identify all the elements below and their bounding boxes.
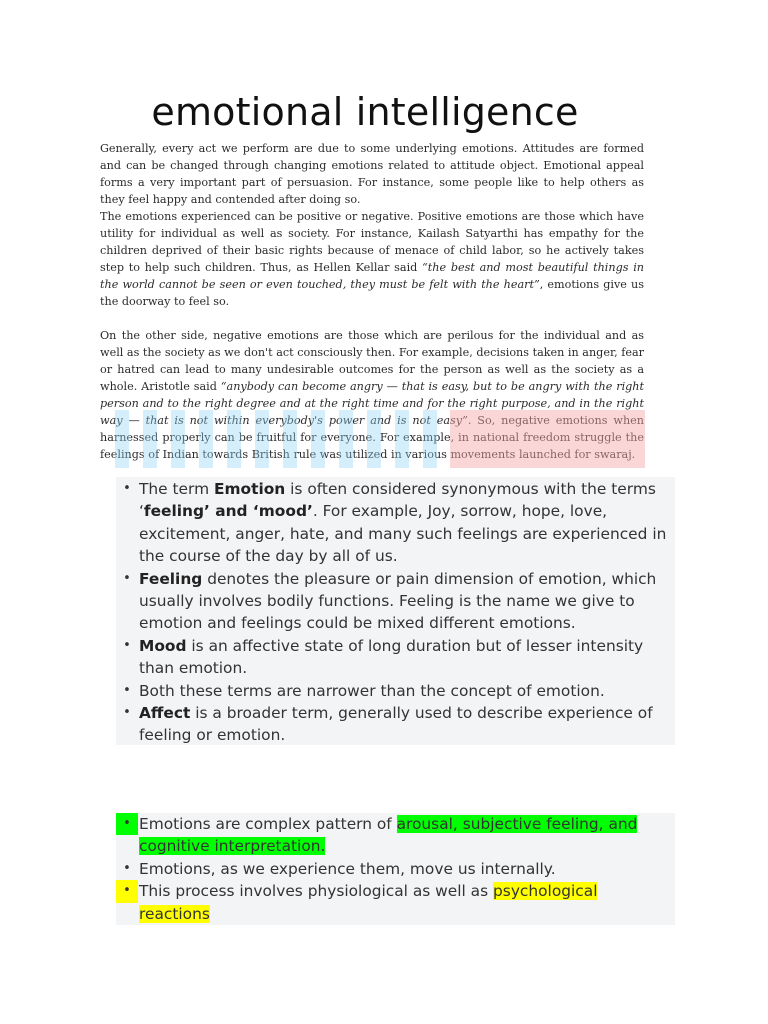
list-item-complex-pattern: • Emotions are complex pattern of arousal, subjective feeling, and cognitive interpretation. [116, 813, 675, 858]
bullet-icon: • [123, 570, 131, 586]
definitions-box [116, 477, 675, 745]
emotions-notes-box [116, 813, 675, 925]
list-item-narrower: • Both these terms are narrower than the concept of emotion. [116, 680, 675, 702]
list-item-mood: • Mood is an affective state of long duration but of lesser intensity than emotion. [116, 635, 675, 680]
bullet-icon: • [116, 880, 138, 902]
yellow-highlight: psychological reactions [139, 882, 598, 923]
bullet-icon: • [123, 860, 131, 876]
bullet-icon: • [123, 682, 131, 698]
paragraph-gap [100, 310, 644, 327]
definitions-list [116, 477, 675, 747]
scanned-text-excerpt [100, 140, 644, 463]
excerpt-paragraph-2: The emotions experienced can be positive or negative. Positive emotions are those which have utility for individual as well as society. For instance, Kailash Satyarthi has empathy for the children deprived of their basic rights because of menace of child labor, so he actively takes step to help such children. Thus, as Hellen Kellar said “the best and most beautiful things in the world cannot be seen or even touched, they must be felt with the heart”, emotions give us the doorway to feel so. [100, 210, 645, 308]
bullet-icon: • [123, 705, 131, 721]
excerpt-paragraph-1: Generally, every act we perform are due to some underlying emotions. Attitudes are formed and can be changed through changing emotions related to attitude object. Emotional appeal forms a very important part of persuasion. For instance, some people like to help others as they feel happy and contended after doing so. [100, 142, 644, 206]
list-item-feeling: • Feeling denotes the pleasure or pain dimension of emotion, which usually involves bodily functions. Feeling is the name we give to emotion and feelings could be mixed different emotions. [116, 568, 675, 635]
keller-quote: “the best and most beautiful things in the world cannot be seen or even touched, they must be felt with the heart” [100, 261, 645, 291]
excerpt-paragraph-3: On the other side, negative emotions are those which are perilous for the individual and as well as the society as we don't act consciously then. For example, decisions taken in anger, fear or hatred can lead to many undesirable outcomes for the person as well as the society as a whole. Aristotle said “anybody can become angry — that is easy, but to be angry with the right person and to the right degree and at the right time and for the right purpose, and in the right way — that is not within everybody's power and is not easy”. So, negative emotions when harnessed properly can be fruitful for everyone. For example, in national freedom struggle the feelings of Indian towards British rule was utilized in various movements launched for swaraj. [100, 329, 645, 461]
green-highlight: arousal, subjective feeling, and cognitive interpretation. [139, 815, 638, 856]
list-item-emotion: • The term Emotion is often considered synonymous with the terms ‘feeling’ and ‘mood’. For example, Joy, sorrow, hope, love, excitement, anger, hate, and many such feelings are experienced in the course of the day by all of us. [116, 478, 675, 568]
bullet-icon: • [123, 637, 131, 653]
list-item-affect: • Affect is a broader term, generally used to describe experience of feeling or emotion. [116, 702, 675, 747]
page-title: emotional intelligence [151, 90, 579, 134]
bullet-icon: • [116, 813, 138, 835]
list-item-move-internally: • Emotions, as we experience them, move us internally. [116, 858, 675, 880]
aristotle-quote: “anybody can become angry — that is easy, but to be angry with the right person and to the right degree and at the right time and for the right purpose, and in the right way — that is not within everybody's power and is not easy” [100, 380, 645, 427]
bullet-icon: • [123, 481, 131, 496]
list-item-physiological: • This process involves physiological as well as psychological reactions [116, 880, 675, 925]
emotions-notes-list [116, 813, 675, 925]
